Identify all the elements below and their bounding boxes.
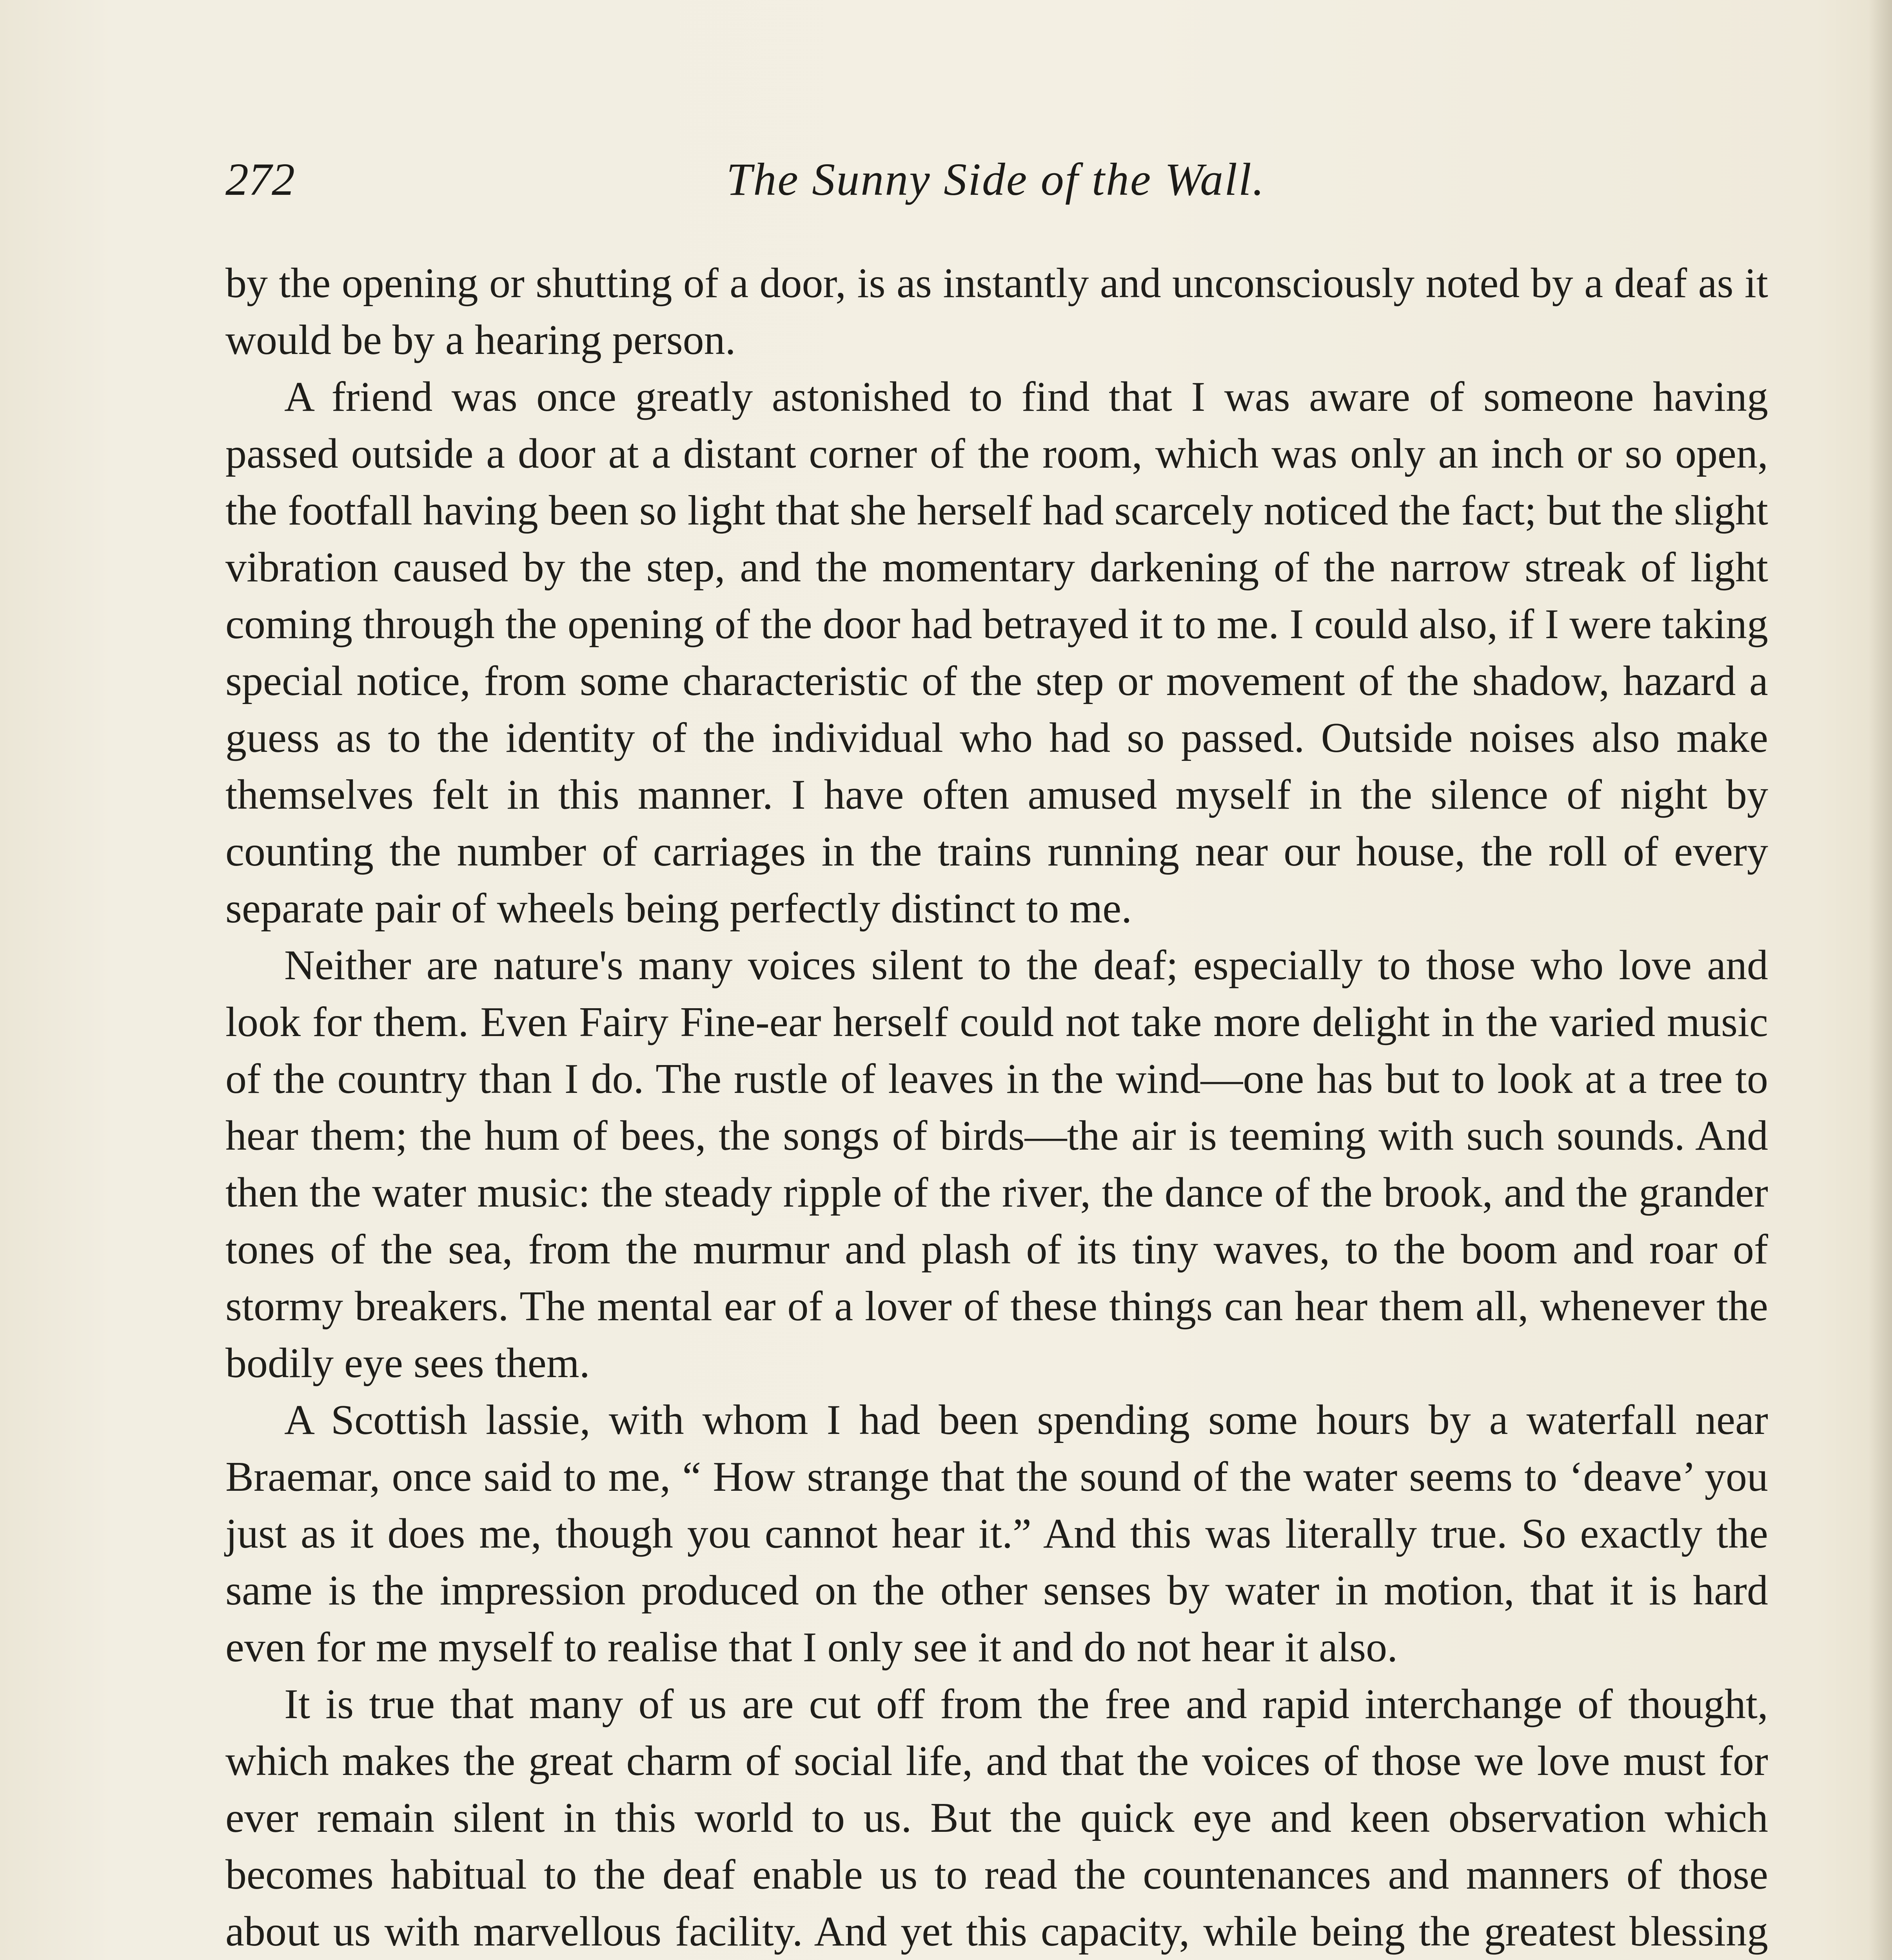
running-header — [225, 153, 1766, 212]
page-number: 272 — [225, 154, 295, 205]
paragraph: A Scottish lassie, with whom I had been spending some hours by a waterfall near Braemar, once said to me, “ How strange that the sound of the water seems to ‘deave’ you just as it does me, though you cannot hear it.” And this was literally true. So exactly the same is the impression produced on the other senses by water in motion, that it is hard even for me myself to realise that I only see it and do not hear it also. — [225, 1397, 1768, 1671]
paragraph: A friend was once greatly astonished to find that I was aware of someone having passed outside a door at a distant corner of the room, which was only an inch or so open, the footfall having been so light that she herself had scarcely noticed the fact; but the slight vibration caused by the step, and the momentary darkening of the narrow streak of light coming through the opening of the door had betrayed it to me. I could also, if I were taking special notice, from some characteristic of the step or movement of the shadow, hazard a guess as to the identity of the individual who had so passed. Outside noises also make themselves felt in this manner. I have often amused myself in the silence of night by counting the number of carriages in the trains running near our house, the roll of every separate pair of wheels being perfectly distinct to me. — [225, 374, 1768, 932]
paragraph: by the opening or shutting of a door, is as instantly and unconsciously noted by a deaf as it would be by a hearing person. — [225, 260, 1768, 363]
page-edge-shadow — [1868, 0, 1892, 1960]
paragraph: It is true that many of us are cut off from the free and rapid interchange of thought, which makes the great charm of social life, and that the voices of those we love must for ever remain silent in this world to us. But the quick eye and keen observation which becomes habitual to the deaf enable us to read the countenances and manners of those about us with marvellous facility. And yet this capacity, while being the greatest blessing — [225, 1681, 1768, 1955]
body-text — [225, 255, 1768, 1960]
paragraph: Neither are nature's many voices silent to the deaf; especially to those who love and look for them. Even Fairy Fine-ear herself could not take more delight in the varied music of the country than I do. The rustle of leaves in the wind—one has but to look at a tree to hear them; the hum of bees, the songs of birds—the air is teeming with such sounds. And then the water music: the steady ripple of the river, the dance of the brook, and the grander tones of the sea, from the murmur and plash of its tiny waves, to the boom and roar of stormy breakers. The mental ear of a lover of these things can hear them all, whenever the bodily eye sees them. — [225, 942, 1768, 1387]
running-title: The Sunny Side of the Wall. — [726, 154, 1266, 205]
